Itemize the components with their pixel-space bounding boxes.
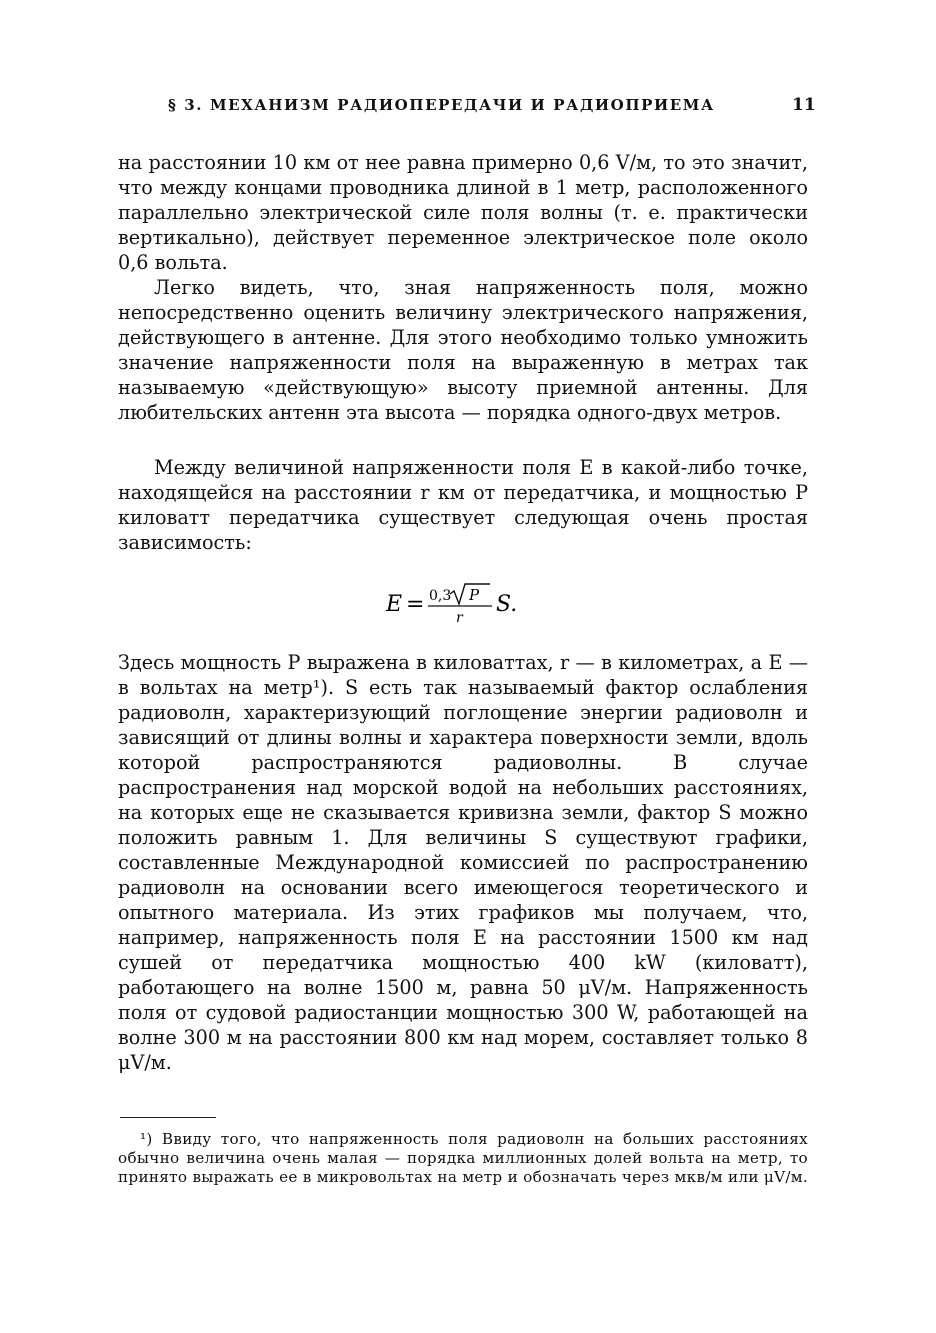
formula-denominator: r bbox=[456, 610, 463, 626]
formula-factor: S. bbox=[496, 592, 518, 617]
formula-coefficient: 0,3 bbox=[429, 588, 452, 604]
formula-lhs: E bbox=[386, 592, 403, 617]
paragraph-1: на расстоянии 10 км от нее равна примерно 0,6 V/м, то это значит, что между концами проводника длиной в 1 метр, расположенного параллельно электрической силе поля волны (т. е. практически вертикально), действует переменное электрическое поле около 0,6 вольта. bbox=[118, 151, 808, 274]
paragraph-4: Здесь мощность P выражена в киловаттах, r — в километрах, а E — в вольтах на метр¹). S есть так называемый фактор ослабления радиоволн, характеризующий поглощение энергии радиоволн и зависящий от длины волны и характера поверхности земли, вдоль которой распространяются радиоволны. В случае распространения над морской водой на небольших расстояниях, на которых еще не сказывается кривизна земли, фактор S можно положить равным 1. Для величины S существуют графики, составленные Международной комиссией по распространению радиоволн на основании всего имеющегося теоретического и опытного материала. Из этих графиков мы получаем, что, например, напряженность поля E на расстоянии 1500 км над сушей от передатчика мощностью 400 kW (киловатт), работающего на волне 1500 м, равна 50 μV/м. Напряженность поля от судовой радиостанции мощностью 300 W, работающей на волне 300 м на расстоянии 800 км над морем, составляет только 8 μV/м. bbox=[118, 651, 808, 1074]
page-number: 11 bbox=[792, 95, 816, 115]
formula-radicand: P bbox=[469, 586, 480, 604]
paragraph-2: Легко видеть, что, зная напряженность поля, можно непосредственно оценить величину электрического напряжения, действующего в антенне. Для этого необходимо только умножить значение напряженности поля на выраженную в метрах так называемую «действующую» высоту приемной антенны. Для любительских антенн эта высота — порядка одного-двух метров. bbox=[118, 276, 808, 424]
field-strength-formula bbox=[384, 578, 554, 628]
running-head-title: § 3. МЕХАНИЗМ РАДИОПЕРЕДАЧИ И РАДИОПРИЕМА bbox=[168, 96, 715, 114]
footnote: ¹) Ввиду того, что напряженность поля радиоволн на больших расстояниях обычно величина очень малая — порядка миллионных долей вольта на метр, то принято выражать ее в микровольтах на метр и обозначать через мкв/м или μV/м. bbox=[118, 1130, 808, 1186]
formula-equals: = bbox=[406, 592, 425, 617]
paragraph-3: Между величиной напряженности поля E в какой-либо точке, находящейся на расстоянии r км от передатчика, и мощностью P киловатт передатчика существует следующая очень простая зависимость: bbox=[118, 456, 808, 554]
footnote-divider bbox=[120, 1117, 216, 1118]
